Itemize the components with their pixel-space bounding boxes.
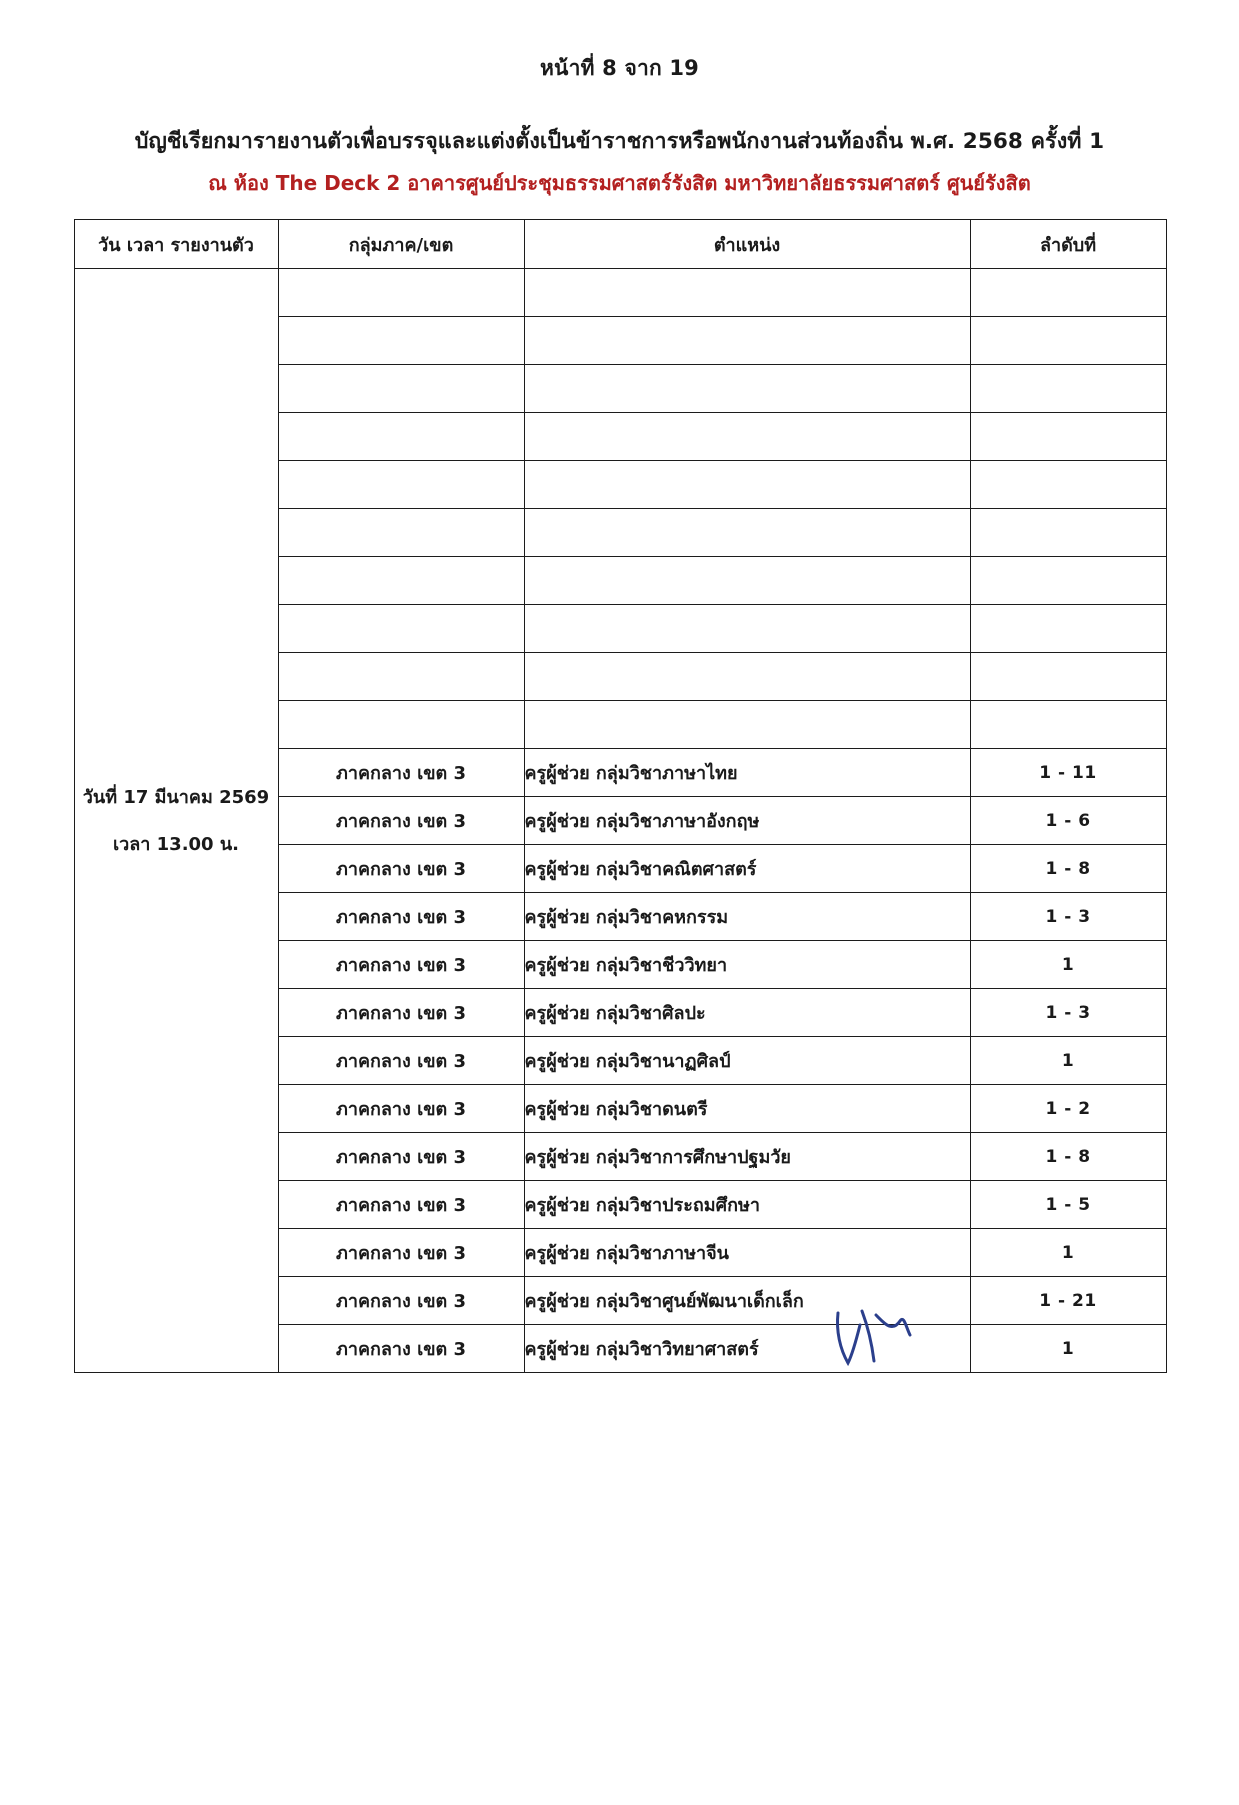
position-cell: ครูผู้ช่วย กลุ่มวิชาภาษาไทย xyxy=(524,749,970,797)
table-header-row xyxy=(74,220,1166,269)
position-cell: ครูผู้ช่วย กลุ่มวิชานาฏศิลป์ xyxy=(524,1037,970,1085)
order-number-cell: 1 - 3 xyxy=(970,989,1166,1037)
empty-order-cell xyxy=(970,269,1166,317)
empty-group-cell xyxy=(278,557,524,605)
order-number-cell: 1 xyxy=(970,1229,1166,1277)
table-body xyxy=(74,269,1166,1373)
empty-group-cell xyxy=(278,701,524,749)
document-title: บัญชีเรียกมารายงานตัวเพื่อบรรจุและแต่งตั้งเป็นข้าราชการหรือพนักงานส่วนท้องถิ่น พ.ศ. 2568 ครั้งที่ 1 xyxy=(134,129,1105,154)
empty-position-cell xyxy=(524,653,970,701)
empty-position-cell xyxy=(524,269,970,317)
table-row xyxy=(74,269,1166,317)
group-zone-cell: ภาคกลาง เขต 3 xyxy=(278,1325,524,1373)
page-number-header: หน้าที่ 8 จาก 19 xyxy=(539,56,699,80)
group-zone-cell: ภาคกลาง เขต 3 xyxy=(278,1229,524,1277)
column-header-order: ลำดับที่ xyxy=(970,220,1166,269)
order-number-cell: 1 xyxy=(970,941,1166,989)
report-time-text: เวลา 13.00 น. xyxy=(112,833,239,855)
order-number-cell: 1 - 2 xyxy=(970,1085,1166,1133)
empty-position-cell xyxy=(524,701,970,749)
empty-group-cell xyxy=(278,317,524,365)
report-datetime-cell xyxy=(74,269,278,1373)
group-zone-cell: ภาคกลาง เขต 3 xyxy=(278,1085,524,1133)
empty-order-cell xyxy=(970,365,1166,413)
title-block xyxy=(0,127,1239,197)
position-cell: ครูผู้ช่วย กลุ่มวิชาภาษาจีน xyxy=(524,1229,970,1277)
position-cell: ครูผู้ช่วย กลุ่มวิชาการศึกษาปฐมวัย xyxy=(524,1133,970,1181)
group-zone-cell: ภาคกลาง เขต 3 xyxy=(278,893,524,941)
empty-position-cell xyxy=(524,365,970,413)
empty-position-cell xyxy=(524,317,970,365)
order-number-cell: 1 - 8 xyxy=(970,845,1166,893)
empty-order-cell xyxy=(970,461,1166,509)
position-cell: ครูผู้ช่วย กลุ่มวิชาคณิตศาสตร์ xyxy=(524,845,970,893)
column-header-position: ตำแหน่ง xyxy=(524,220,970,269)
order-number-cell: 1 - 11 xyxy=(970,749,1166,797)
empty-order-cell xyxy=(970,701,1166,749)
position-cell: ครูผู้ช่วย กลุ่มวิชาศูนย์พัฒนาเด็กเล็ก xyxy=(524,1277,970,1325)
order-number-cell: 1 - 3 xyxy=(970,893,1166,941)
empty-group-cell xyxy=(278,509,524,557)
order-number-cell: 1 - 5 xyxy=(970,1181,1166,1229)
empty-order-cell xyxy=(970,509,1166,557)
empty-group-cell xyxy=(278,461,524,509)
empty-group-cell xyxy=(278,269,524,317)
empty-group-cell xyxy=(278,365,524,413)
position-cell: ครูผู้ช่วย กลุ่มวิชาคหกรรม xyxy=(524,893,970,941)
empty-order-cell xyxy=(970,653,1166,701)
empty-order-cell xyxy=(970,557,1166,605)
position-cell: ครูผู้ช่วย กลุ่มวิชาภาษาอังกฤษ xyxy=(524,797,970,845)
empty-position-cell xyxy=(524,413,970,461)
empty-position-cell xyxy=(524,461,970,509)
position-cell: ครูผู้ช่วย กลุ่มวิชาศิลปะ xyxy=(524,989,970,1037)
empty-order-cell xyxy=(970,605,1166,653)
empty-order-cell xyxy=(970,413,1166,461)
report-date-text: วันที่ 17 มีนาคม 2569 xyxy=(82,786,270,808)
table-header xyxy=(74,220,1166,269)
group-zone-cell: ภาคกลาง เขต 3 xyxy=(278,1181,524,1229)
document-page xyxy=(0,52,1239,1805)
position-cell: ครูผู้ช่วย กลุ่มวิชาดนตรี xyxy=(524,1085,970,1133)
empty-group-cell xyxy=(278,413,524,461)
position-cell: ครูผู้ช่วย กลุ่มวิชาชีววิทยา xyxy=(524,941,970,989)
group-zone-cell: ภาคกลาง เขต 3 xyxy=(278,1037,524,1085)
order-number-cell: 1 - 8 xyxy=(970,1133,1166,1181)
empty-position-cell xyxy=(524,605,970,653)
empty-order-cell xyxy=(970,317,1166,365)
schedule-table-container xyxy=(74,219,1166,1373)
order-number-cell: 1 - 21 xyxy=(970,1277,1166,1325)
group-zone-cell: ภาคกลาง เขต 3 xyxy=(278,1277,524,1325)
empty-group-cell xyxy=(278,653,524,701)
group-zone-cell: ภาคกลาง เขต 3 xyxy=(278,797,524,845)
empty-position-cell xyxy=(524,509,970,557)
schedule-table xyxy=(74,219,1167,1373)
group-zone-cell: ภาคกลาง เขต 3 xyxy=(278,749,524,797)
group-zone-cell: ภาคกลาง เขต 3 xyxy=(278,989,524,1037)
document-venue-subtitle: ณ ห้อง The Deck 2 อาคารศูนย์ประชุมธรรมศาสตร์รังสิต มหาวิทยาลัยธรรมศาสตร์ ศูนย์รังสิต xyxy=(208,171,1031,196)
order-number-cell: 1 xyxy=(970,1037,1166,1085)
group-zone-cell: ภาคกลาง เขต 3 xyxy=(278,941,524,989)
position-cell: ครูผู้ช่วย กลุ่มวิชาประถมศึกษา xyxy=(524,1181,970,1229)
column-header-date: วัน เวลา รายงานตัว xyxy=(74,220,278,269)
group-zone-cell: ภาคกลาง เขต 3 xyxy=(278,845,524,893)
order-number-cell: 1 - 6 xyxy=(970,797,1166,845)
group-zone-cell: ภาคกลาง เขต 3 xyxy=(278,1133,524,1181)
empty-position-cell xyxy=(524,557,970,605)
position-cell: ครูผู้ช่วย กลุ่มวิชาวิทยาศาสตร์ xyxy=(524,1325,970,1373)
empty-group-cell xyxy=(278,605,524,653)
column-header-group: กลุ่มภาค/เขต xyxy=(278,220,524,269)
order-number-cell: 1 xyxy=(970,1325,1166,1373)
